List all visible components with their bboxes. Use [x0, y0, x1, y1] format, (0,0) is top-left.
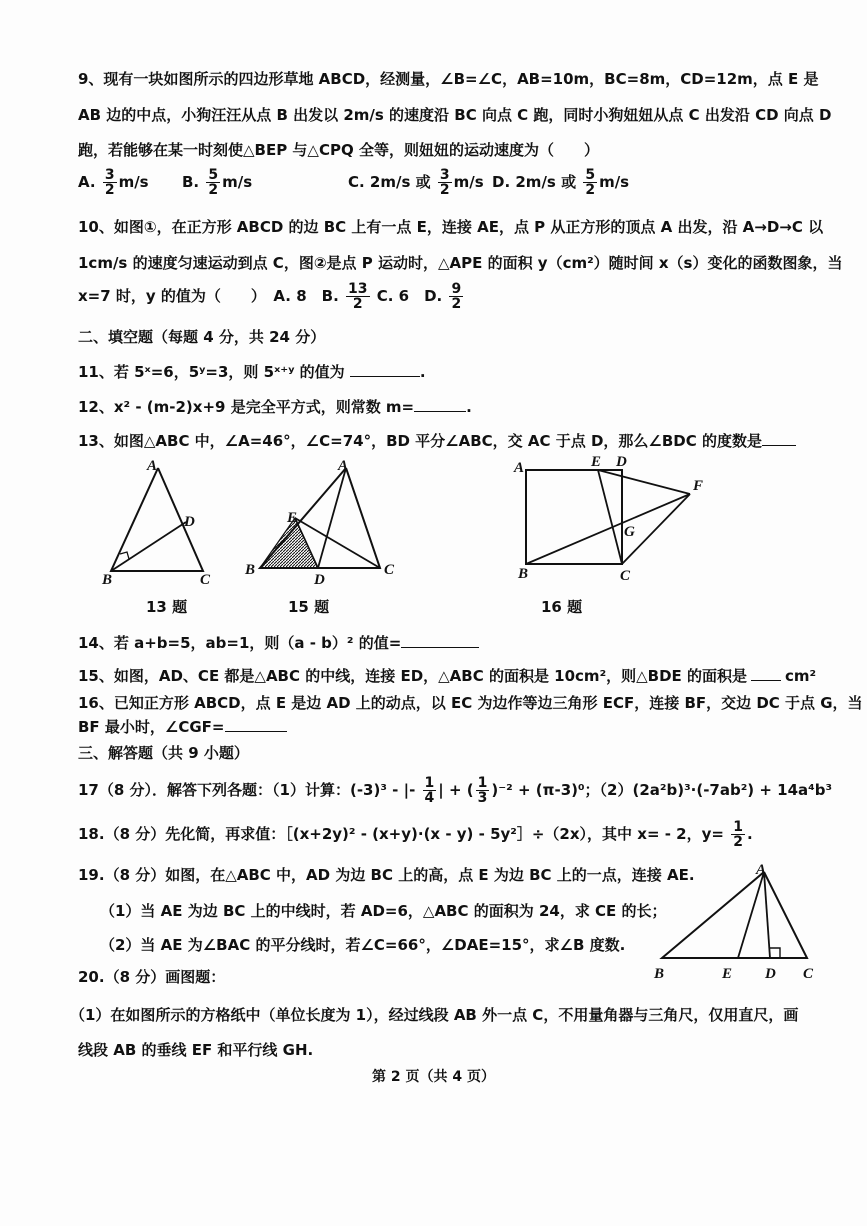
q15: 15、如图，AD、CE 都是△ABC 的中线，连接 ED，△ABC 的面积是 10cm²，则△BDE 的面积是 cm² — [78, 667, 817, 685]
q12-answer-blank[interactable] — [414, 397, 466, 412]
q9-line3: 跑，若能够在某一时刻使△BEP 与△CPQ 全等，则妞妞的运动速度为（ ） — [78, 141, 599, 159]
fig19-label-e: E — [722, 966, 733, 982]
q10-line1: 10、如图①，在正方形 ABCD 的边 BC 上有一点 E，连接 AE，点 P 从正方形的顶点 A 出发，沿 A→D→C 以 — [78, 218, 824, 236]
figure-15 — [238, 456, 408, 586]
q12: 12、x² - (m-2)x+9 是完全平方式，则常数 m= . — [78, 398, 472, 416]
q20-line1: 20.（8 分）画图题： — [78, 968, 226, 986]
q9-option-d: D. 2m/s 或 $\frac{5}{2}$ m/s — [492, 167, 630, 198]
fig16-label-e: E — [591, 454, 602, 470]
fig16-label-g: G — [624, 524, 635, 540]
page-footer: 第 2 页（共 4 页） — [372, 1069, 495, 1085]
section2-title: 二、填空题（每题 4 分，共 24 分） — [78, 328, 326, 346]
fig13-label-c: C — [200, 572, 211, 586]
q9-option-b: B. $\frac{5}{2}$ m/s — [182, 167, 253, 198]
q20-line3: 线段 AB 的垂线 EF 和平行线 GH. — [78, 1041, 314, 1059]
q11-answer-blank[interactable] — [350, 362, 420, 377]
q9-option-c: C. 2m/s 或 $\frac{3}{2}$ m/s — [348, 167, 484, 198]
fig15-caption: 15 题 — [288, 598, 330, 616]
q19-line3: （2）当 AE 为∠BAC 的平分线时，若∠C=66°，∠DAE=15°，求∠B 度数. — [100, 936, 626, 954]
fig16-label-f: F — [693, 478, 704, 494]
figure-19 — [652, 860, 827, 986]
fig15-label-c: C — [384, 562, 395, 578]
fig16-caption: 16 题 — [541, 598, 583, 616]
fig16-label-a: A — [514, 460, 525, 476]
q10-line2: 1cm/s 的速度匀速运动到点 C，图②是点 P 运动时，△APE 的面积 y（cm²）随时间 x（s）变化的函数图象，当 — [78, 254, 843, 272]
q14-answer-blank[interactable] — [401, 633, 479, 648]
q19-line1: 19.（8 分）如图，在△ABC 中，AD 为边 BC 上的高，点 E 为边 BC 上的一点，连接 AE. — [78, 866, 695, 884]
q10-line3: x=7 时，y 的值为（ ） A. 8 B. $\frac{13}{2}$ C. 6 D. $\frac{9}{2}$ — [78, 281, 462, 312]
q19-line2: （1）当 AE 为边 BC 上的中线时，若 AD=6，△ABC 的面积为 24，求 CE 的长； — [100, 902, 667, 920]
fig16-label-c: C — [620, 568, 631, 582]
q16-line2: BF 最小时，∠CGF= — [78, 716, 287, 738]
section3-title: 三、解答题（共 9 小题） — [78, 744, 249, 762]
q9-line1: 9、现有一块如图所示的四边形草地 ABCD，经测量，∠B=∠C，AB=10m，BC=8m，CD=12m，点 E 是 — [78, 70, 819, 88]
q13-answer-blank[interactable] — [762, 431, 796, 446]
fig15-label-e: E — [287, 510, 298, 526]
fig15-label-b: B — [245, 562, 256, 578]
fig13-label-d: D — [184, 514, 195, 530]
q16-answer-blank[interactable] — [225, 717, 287, 732]
figure-13 — [98, 456, 238, 586]
fig15-label-a: A — [338, 458, 349, 474]
q15-answer-blank[interactable] — [751, 666, 781, 681]
fig16-label-b: B — [518, 566, 529, 582]
q20-line2: （1）在如图所示的方格纸中（单位长度为 1），经过线段 AB 外一点 C，不用量角器与三角尺，仅用直尺，画 — [70, 1006, 799, 1024]
fig13-caption: 13 题 — [146, 598, 188, 616]
q9-line2: AB 边的中点，小狗汪汪从点 B 出发以 2m/s 的速度沿 BC 向点 C 跑，同时小狗妞妞从点 C 出发沿 CD 向点 D — [78, 106, 832, 124]
q11: 11、若 5ˣ=6，5ʸ=3，则 5ˣ⁺ʸ 的值为 . — [78, 363, 426, 381]
q17: 17（8 分）．解答下列各题：（1）计算：(-3)³ - |- $\frac{1}{4}$ | + ( $\frac{1}{3}$ )⁻² + (π-3)⁰；（2）(2a²b)³·(-7ab²) + 14a⁴b³ — [78, 775, 833, 806]
fig15-label-d: D — [314, 572, 325, 586]
fig19-label-c: C — [803, 966, 814, 982]
fig19-label-a: A — [756, 862, 767, 878]
fig19-label-b: B — [654, 966, 665, 982]
fig13-label-b: B — [102, 572, 113, 586]
q9-option-a: A. $\frac{3}{2}$ m/s — [78, 167, 149, 198]
figure-16 — [508, 452, 718, 582]
fig16-label-d: D — [616, 454, 627, 470]
q18: 18.（8 分）先化简，再求值：［(x+2y)² - (x+y)·(x - y) - 5y²］÷（2x），其中 x= - 2，y= $\frac{1}{2}$ . — [78, 819, 753, 850]
q16-line1: 16、已知正方形 ABCD，点 E 是边 AD 上的动点，以 EC 为边作等边三角形 ECF，连接 BF，交边 DC 于点 G，当 — [78, 694, 863, 712]
fig19-label-d: D — [765, 966, 776, 982]
q13: 13、如图△ABC 中，∠A=46°，∠C=74°，BD 平分∠ABC，交 AC 于点 D，那么∠BDC 的度数是 — [78, 430, 796, 452]
q14: 14、若 a+b=5，ab=1，则（a - b）² 的值= — [78, 632, 479, 654]
fig13-label-a: A — [147, 458, 158, 474]
